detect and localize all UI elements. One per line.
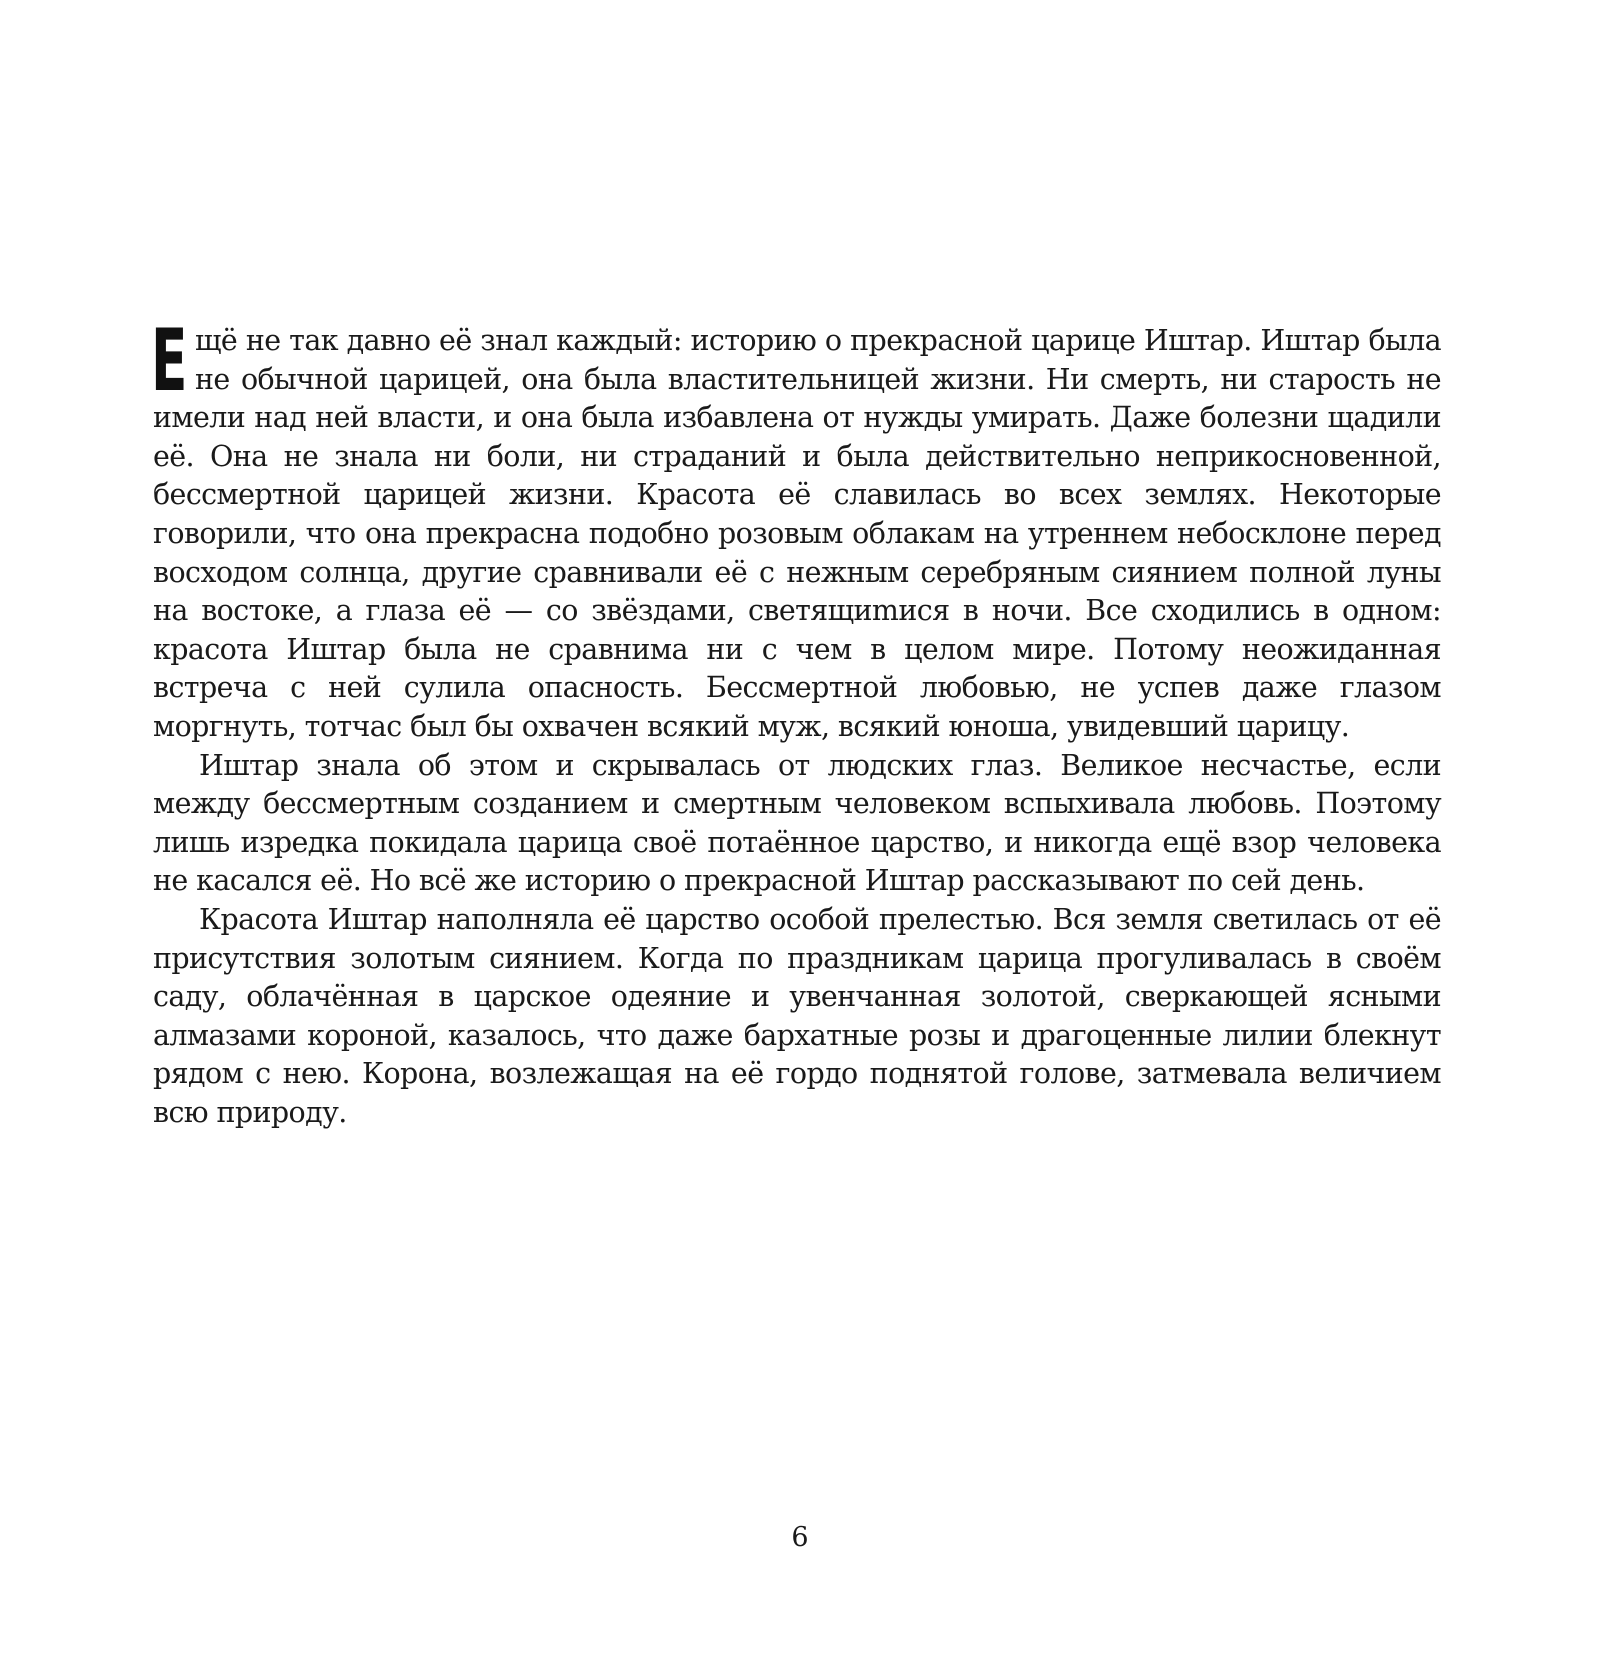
drop-cap: Е [151,311,188,411]
page-number: 6 [791,1522,809,1553]
paragraph-1-text: щё не так давно её знал каждый: историю о прекрасной царице Иштар. Иштар была не обычной царицей, она была властительницей жизни. Ни смерть, ни старость не имели над ней власти, и она была избавлена от нужды умирать. Даже болезни щадили её. Она не знала ни боли, ни страданий и была действительно неприкосновенной, бессмертной царицей жизни. Красота её славилась во всех землях. Некоторые говорили, что она прекрасна подобно розовым облакам на утреннем небосклоне перед восходом солнца, другие сравнивали её с нежным серебряным сиянием полной луны на востоке, а глаза её — со звёздами, светящиmися в ночи. Все сходились в одном: красота Иштар была не сравнима ни с чем в целом мире. Потому неожиданная встреча с ней сулила опасность. Бессмертной любовью, не успев даже глазом моргнуть, тотчас был бы охвачен всякий муж, всякий юноша, увидевший царицу. [153,324,1441,743]
paragraph-3: Красота Иштар наполняла её царство особой прелестью. Вся земля светилась от её присутствия золотым сиянием. Когда по праздникам царица прогуливалась в своём саду, облачённая в царское одеяние и увенчанная золотой, сверкающей ясными алмазами короной, казалось, что даже бархатные розы и драгоценные лилии блекнут рядом с нею. Корона, возлежащая на её гордо поднятой голове, затмевала величием всю природу. [153,902,1441,1129]
paragraph-2: Иштар знала об этом и скрывалась от людских глаз. Великое несчастье, если между бессмертным созданием и смертным человеком вспыхивала любовь. Поэтому лишь изредка покидала царица своё потаённое царство, и никогда ещё взор человека не касался её. Но всё же историю о прекрасной Иштар рассказывают по сей день. [153,748,1441,898]
page-body [151,311,1441,1132]
paragraph-1 [151,311,1441,747]
